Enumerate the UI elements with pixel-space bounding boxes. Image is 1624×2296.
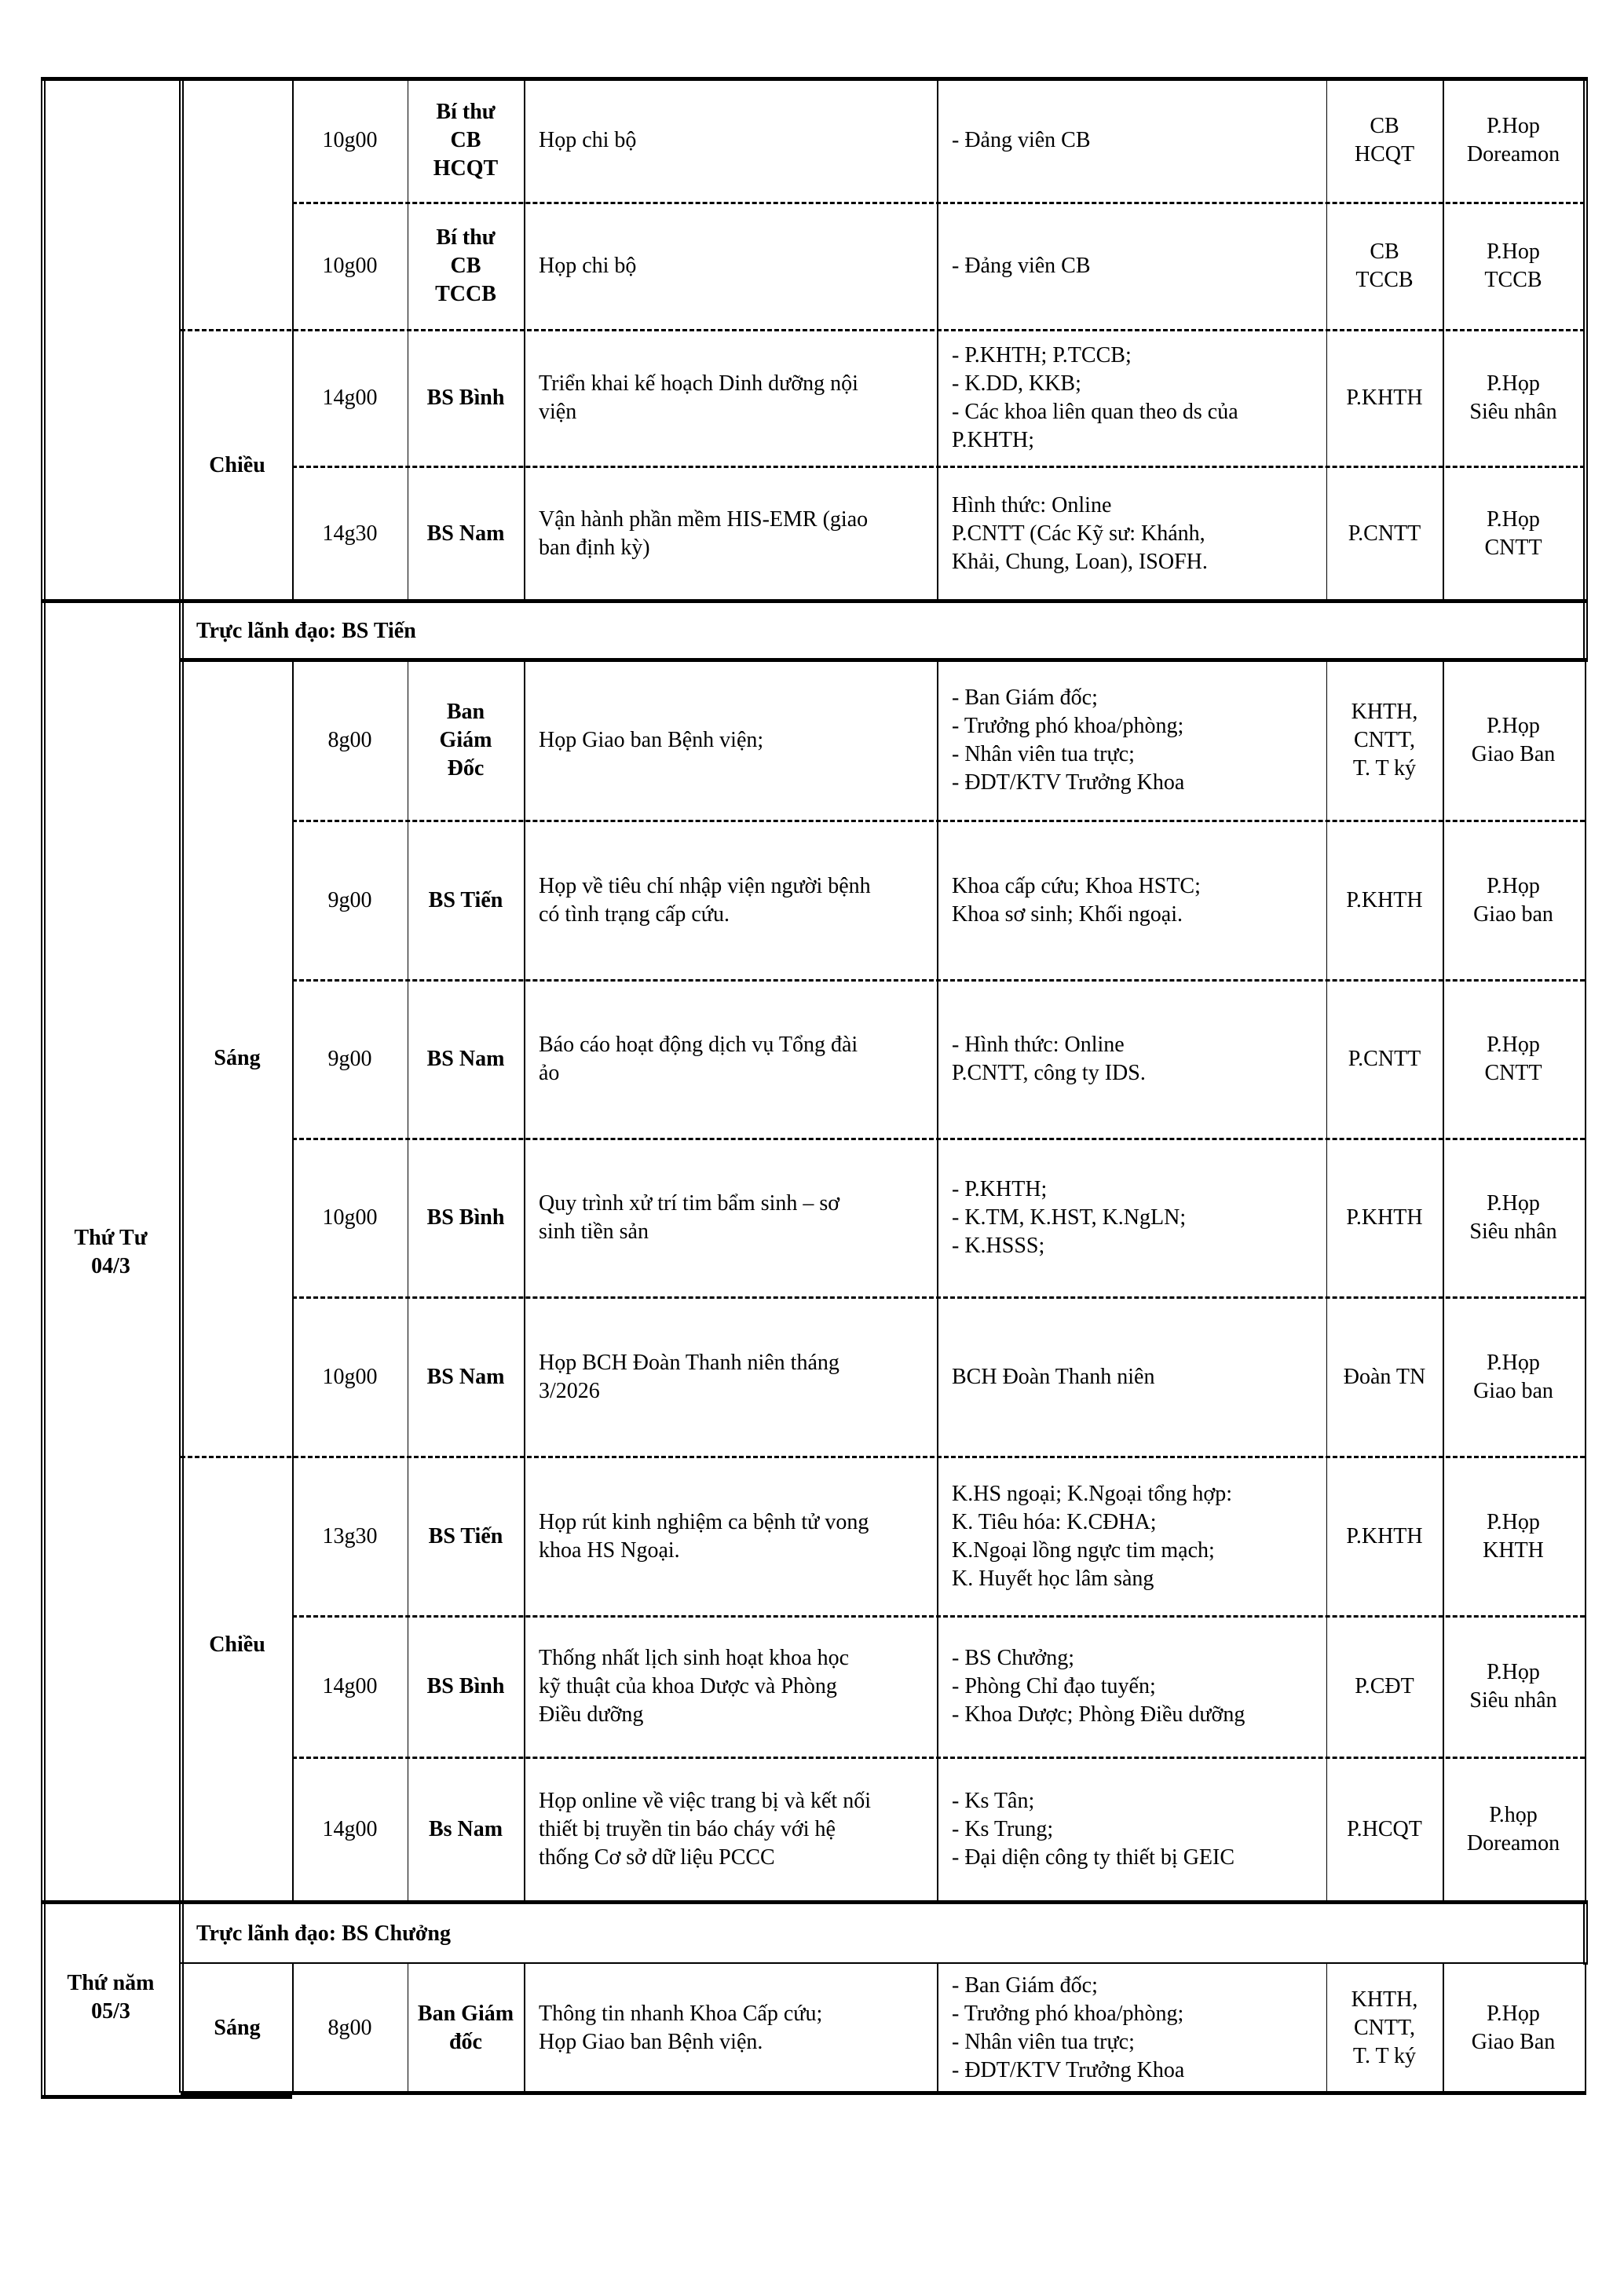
row-wed-morning-4-time: 10g00 [322,1205,378,1230]
row-cb-hcqt-content: Họp chi bộ [539,128,637,152]
dashed-divider [292,1138,1585,1140]
row-wed-afternoon-1-person: BS Tiến [428,1523,503,1548]
row-wed-morning-3-location: P.Họp CNTT [1484,1033,1542,1085]
day-label-thursday: Thứ năm 05/3 [67,1970,155,2024]
grid-line [292,79,294,601]
row-wed-afternoon-1-prep: P.KHTH [1346,1523,1423,1548]
row-wed-morning-4-prep: P.KHTH [1346,1205,1423,1230]
double-divider [1583,1902,1588,1965]
row-afternoon-2-content: Vận hành phần mềm HIS-EMR (giao ban định kỳ) [539,506,869,560]
dashed-divider [292,1757,1585,1759]
row-cb-hcqt-location: P.Hop Doreamon [1466,114,1560,166]
row-wed-morning-1-location: P.Họp Giao Ban [1471,713,1556,766]
double-divider [41,1900,1588,1904]
double-divider [41,599,1588,603]
row-thu-morning-1-location: P.Họp Giao Ban [1471,2001,1556,2054]
row-wed-morning-2-content: Họp về tiêu chí nhập viện người bệnh có tình trạng cấp cứu. [539,873,871,927]
row-afternoon-2-participants: Hình thức: Online P.CNTT (Các Kỹ sư: Khánh, Khải, Chung, Loan), ISOFH. [952,492,1208,574]
day-label-wednesday: Thứ Tư 04/3 [74,1226,148,1278]
double-divider [181,2091,1586,2095]
row-wed-morning-1-participants: - Ban Giám đốc; - Trưởng phó khoa/phòng; - Nhân viên tua trực; - ĐDT/KTV Trưởng Khoa [952,685,1185,795]
row-wed-morning-4-participants: - P.KHTH; - K.TM, K.HST, K.NgLN; - K.HSSS; [952,1177,1187,1258]
grid-line [292,660,294,1902]
row-wed-afternoon-3-participants: - Ks Tân; - Ks Trung; - Đại diện công ty thiết bị GEIC [952,1789,1235,1870]
row-wed-morning-2-location: P.Họp Giao ban [1473,873,1553,927]
row-wed-morning-2-participants: Khoa cấp cứu; Khoa HSTC; Khoa sơ sinh; Khối ngoại. [952,873,1201,927]
dashed-divider [292,979,1585,982]
row-cb-tccb-prep: CB TCCB [1355,239,1414,292]
row-afternoon-1-person: BS Bình [426,386,505,410]
row-wed-morning-1-time: 8g00 [327,727,372,752]
row-wed-afternoon-3-content: Họp online về việc trang bị và kết nối thiết bị truyền tin báo cháy với hệ thống Cơ sở dữ liệu PCCC [539,1789,871,1870]
row-wed-afternoon-2-person: BS Bình [426,1674,505,1698]
row-wed-afternoon-3-location: P.họp Doreamon [1466,1803,1560,1855]
row-thu-morning-1-person: Ban Giám đốc [417,2001,514,2054]
row-afternoon-1-prep: P.KHTH [1346,386,1423,410]
row-wed-morning-3-prep: P.CNTT [1348,1047,1421,1071]
row-wed-afternoon-2-prep: P.CĐT [1355,1674,1414,1698]
grid-line [937,1963,938,2093]
grid-line [1326,660,1327,1902]
duty-leader-wednesday: Trực lãnh đạo: BS Tiến [196,619,416,643]
row-wed-morning-1-prep: KHTH, CNTT, T. T ký [1351,699,1418,781]
row-thu-morning-1-prep: KHTH, CNTT, T. T ký [1351,1987,1418,2068]
double-divider [181,658,1588,662]
grid-line [181,1962,1586,1964]
row-wed-morning-2-time: 9g00 [327,887,372,912]
grid-line [1585,661,1586,1902]
row-wed-afternoon-3-person: Bs Nam [428,1817,503,1841]
session-afternoon-wednesday: Chiều [209,1632,265,1657]
row-wed-morning-1-content: Họp Giao ban Bệnh viện; [539,727,764,752]
double-divider [41,2095,292,2099]
row-cb-tccb-time: 10g00 [322,254,378,278]
row-wed-afternoon-2-time: 14g00 [322,1674,378,1698]
grid-line [1443,660,1444,1902]
dashed-divider [181,1456,1585,1458]
double-divider [41,77,1588,81]
grid-line [1326,1963,1327,2093]
row-cb-hcqt-prep: CB HCQT [1354,114,1415,166]
row-cb-hcqt-time: 10g00 [322,128,378,152]
row-wed-afternoon-2-location: P.Họp Siêu nhân [1469,1660,1557,1713]
dashed-divider [292,1296,1585,1299]
row-wed-morning-3-participants: - Hình thức: Online P.CNTT, công ty IDS. [952,1033,1146,1085]
row-wed-morning-5-location: P.Họp Giao ban [1473,1350,1553,1403]
row-cb-hcqt-participants: - Đảng viên CB [952,128,1091,152]
row-wed-afternoon-1-time: 13g30 [322,1523,378,1548]
row-wed-morning-4-content: Quy trình xử trí tim bẩm sinh – sơ sinh tiền sản [539,1191,840,1244]
row-wed-morning-1-person: Ban Giám Đốc [439,699,492,781]
row-thu-morning-1-content: Thông tin nhanh Khoa Cấp cứu; Họp Giao ban Bệnh viện. [539,2001,823,2054]
row-cb-tccb-content: Họp chi bộ [539,254,637,278]
session-afternoon-block1: Chiều [209,452,265,477]
double-divider [1583,601,1588,661]
double-divider [179,77,184,2093]
grid-line [1326,79,1327,601]
row-wed-afternoon-2-content: Thống nhất lịch sinh hoạt khoa học kỹ thuật của khoa Dược và Phòng Điều dưỡng [539,1646,850,1727]
row-afternoon-1-time: 14g00 [322,386,378,410]
row-wed-morning-3-content: Báo cáo hoạt động dịch vụ Tổng đài ảo [539,1033,858,1085]
row-wed-afternoon-3-prep: P.HCQT [1347,1817,1422,1841]
grid-line [292,1963,294,2093]
double-divider [41,77,46,2097]
row-wed-afternoon-2-participants: - BS Chưởng; - Phòng Chỉ đạo tuyến; - Khoa Dược; Phòng Điều dưỡng [952,1646,1245,1727]
row-afternoon-2-location: P.Họp CNTT [1484,506,1542,560]
row-cb-tccb-participants: - Đảng viên CB [952,254,1091,278]
dashed-divider [181,329,1585,331]
row-afternoon-2-time: 14g30 [322,521,378,546]
row-cb-tccb-person: Bí thư CB TCCB [435,225,496,306]
row-wed-afternoon-1-location: P.Họp KHTH [1483,1509,1544,1563]
row-wed-morning-3-time: 9g00 [327,1047,372,1071]
grid-line [937,660,938,1902]
row-cb-hcqt-person: Bí thư CB HCQT [433,100,499,181]
row-cb-tccb-location: P.Hop TCCB [1484,239,1542,292]
row-wed-morning-5-person: BS Nam [426,1364,505,1389]
session-morning-thursday: Sáng [214,2015,261,2040]
row-wed-morning-5-time: 10g00 [322,1364,378,1389]
row-thu-morning-1-time: 8g00 [327,2015,372,2040]
row-wed-morning-3-person: BS Nam [426,1047,505,1071]
dashed-divider [292,1615,1585,1618]
duty-leader-thursday: Trực lãnh đạo: BS Chưởng [196,1921,451,1946]
row-wed-afternoon-1-participants: K.HS ngoại; K.Ngoại tổng hợp: K. Tiêu hóa: K.CĐHA; K.Ngoại lồng ngực tim mạch; K. Huyết học lâm sàng [952,1481,1233,1591]
double-divider [1583,77,1588,601]
row-afternoon-1-participants: - P.KHTH; P.TCCB; - K.DD, KKB; - Các khoa liên quan theo ds của P.KHTH; [952,343,1238,452]
dashed-divider [292,202,1585,204]
row-wed-afternoon-1-content: Họp rút kinh nghiệm ca bệnh tử vong khoa HS Ngoại. [539,1509,869,1563]
grid-line [1443,79,1444,601]
row-wed-morning-5-participants: BCH Đoàn Thanh niên [952,1364,1155,1389]
row-wed-morning-4-location: P.Họp Siêu nhân [1469,1191,1557,1244]
grid-line [937,79,938,601]
grid-line [524,1963,525,2093]
row-wed-morning-4-person: BS Bình [426,1205,505,1230]
session-morning-wednesday: Sáng [214,1045,261,1070]
row-afternoon-1-location: P.Họp Siêu nhân [1469,371,1557,424]
row-thu-morning-1-participants: - Ban Giám đốc; - Trưởng phó khoa/phòng; - Nhân viên tua trực; - ĐDT/KTV Trưởng Khoa [952,1972,1185,2082]
row-wed-morning-5-prep: Đoàn TN [1343,1364,1426,1389]
dashed-divider [292,820,1585,822]
row-afternoon-2-prep: P.CNTT [1348,521,1421,546]
row-wed-afternoon-3-time: 14g00 [322,1817,378,1841]
row-wed-morning-2-prep: P.KHTH [1346,887,1423,912]
grid-line [1585,1963,1586,2093]
row-afternoon-2-person: BS Nam [426,521,505,546]
grid-line [524,79,525,601]
grid-line [1443,1963,1444,2093]
row-wed-morning-5-content: Họp BCH Đoàn Thanh niên tháng 3/2026 [539,1350,839,1403]
grid-line [524,660,525,1902]
dashed-divider [292,466,1585,468]
row-wed-morning-2-person: BS Tiến [428,887,503,912]
row-afternoon-1-content: Triển khai kế hoạch Dinh dưỡng nội viện [539,371,858,424]
